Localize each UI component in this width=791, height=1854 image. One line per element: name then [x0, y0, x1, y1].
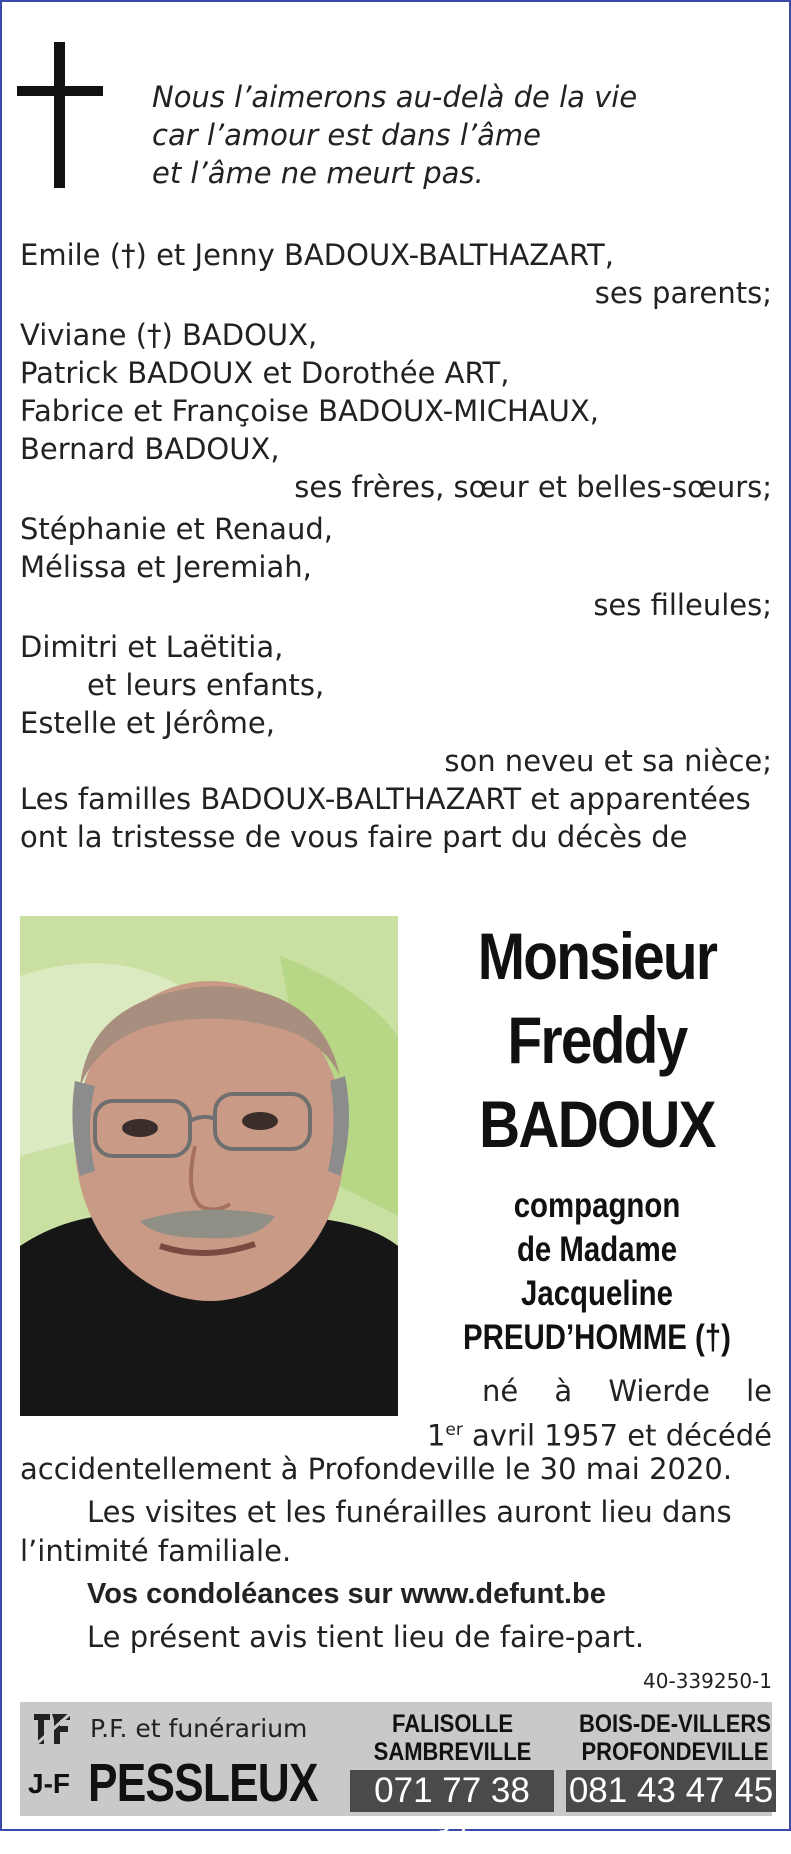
deceased-last-name: BADOUX	[479, 1087, 715, 1161]
birth-day: 1	[426, 1418, 446, 1453]
birth-date-line	[20, 1411, 772, 1453]
funeral-home-banner	[20, 1702, 774, 1852]
phone-number-1: 071 77 38 37	[350, 1770, 554, 1812]
verse-line: Nous l’aimerons au-delà de la vie	[152, 80, 638, 114]
death-line: accidentellement à Profondeville le 30 mai 2020.	[20, 1452, 733, 1486]
birth-date-rest: avril 1957 et décédé	[462, 1418, 772, 1453]
birth-word: à	[554, 1374, 573, 1408]
relation-line: Jacqueline	[521, 1274, 673, 1313]
goddaughter-line: Stéphanie et Renaud,	[20, 512, 333, 546]
location-line: SAMBREVILLE	[373, 1738, 532, 1766]
visits-line: Les visites et les funérailles auront lieu dans	[87, 1495, 732, 1529]
children-line: et leurs enfants,	[87, 668, 325, 702]
reference-number: 40-339250-1	[643, 1669, 772, 1693]
sibling-line: Fabrice et Françoise BADOUX-MICHAUX,	[20, 394, 599, 428]
funeral-home-name: PESSLEUX	[88, 1753, 318, 1813]
parents-line: Emile (†) et Jenny BADOUX-BALTHAZART,	[20, 238, 614, 272]
cross-icon	[17, 42, 103, 188]
birth-line	[482, 1372, 772, 1411]
birth-word: Wierde	[608, 1374, 710, 1408]
condolences-line: Vos condoléances sur www.defunt.be	[87, 1578, 606, 1610]
location-line: BOIS-DE-VILLERS	[579, 1710, 771, 1738]
sibling-line: Bernard BADOUX,	[20, 432, 280, 466]
birth-word: le	[746, 1374, 772, 1408]
verse-line: et l’âme ne meurt pas.	[152, 156, 484, 190]
location-line: FALISOLLE	[392, 1710, 513, 1738]
announce-line: ont la tristesse de vous faire part du décès de	[20, 820, 688, 854]
relation-line: PREUD’HOMME (†)	[463, 1318, 731, 1357]
nephew-niece-line: Dimitri et Laëtitia,	[20, 630, 284, 664]
deceased-name-block	[412, 914, 782, 1360]
funeral-home-logo-icon	[30, 1710, 74, 1750]
parents-role: ses parents;	[594, 276, 772, 310]
family-list	[20, 236, 772, 856]
notice-line: Le présent avis tient lieu de faire-part.	[87, 1620, 645, 1654]
location-falisolle	[362, 1710, 542, 1766]
birth-day-suffix: er	[445, 1420, 463, 1440]
deceased-first-name: Freddy	[507, 1003, 687, 1077]
visits-line: l’intimité familiale.	[20, 1534, 292, 1568]
verse-line: car l’amour est dans l’âme	[152, 118, 541, 152]
funeral-home-label: P.F. et funérarium	[90, 1714, 308, 1743]
location-line: PROFONDEVILLE	[581, 1738, 769, 1766]
nephew-niece-line: Estelle et Jérôme,	[20, 706, 275, 740]
nephew-niece-role: son neveu et sa nièce;	[444, 744, 772, 778]
families-line: Les familles BADOUX-BALTHAZART et apparentées	[20, 782, 751, 816]
funeral-home-initials: J-F	[28, 1768, 70, 1799]
phone-number-2: 081 43 47 45	[566, 1770, 776, 1812]
relation-line: de Madame	[516, 1230, 678, 1269]
birth-death-text	[20, 1372, 772, 1657]
goddaughter-line: Mélissa et Jeremiah,	[20, 550, 312, 584]
birth-word: né	[482, 1374, 519, 1408]
verse	[152, 78, 637, 192]
goddaughters-role: ses filleules;	[593, 588, 772, 622]
deceased-title: Monsieur	[477, 919, 717, 993]
location-bois-de-villers	[578, 1710, 772, 1766]
siblings-role: ses frères, sœur et belles-sœurs;	[294, 470, 772, 504]
relation-line: compagnon	[513, 1186, 681, 1225]
portrait-photo	[20, 916, 398, 1416]
sibling-line: Viviane (†) BADOUX,	[20, 318, 318, 352]
sibling-line: Patrick BADOUX et Dorothée ART,	[20, 356, 510, 390]
